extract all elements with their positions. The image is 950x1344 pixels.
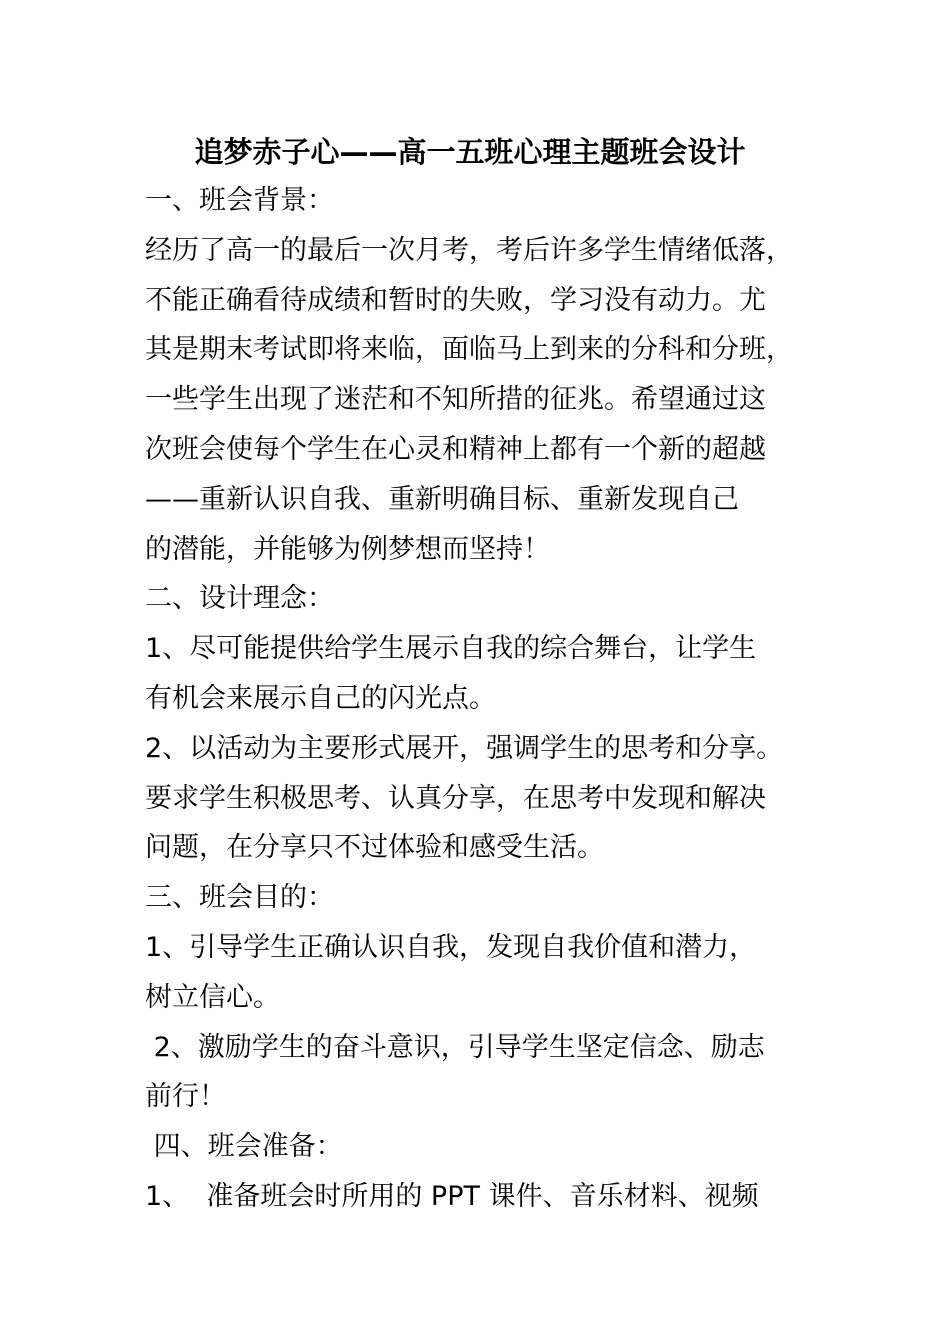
section-heading-design-concept: 二、设计理念： bbox=[145, 583, 334, 615]
list-item-line: 问题，在分享只不过体验和感受生活。 bbox=[145, 832, 604, 864]
list-item-line: 要求学生积极思考、认真分享，在思考中发现和解决 bbox=[145, 782, 766, 814]
paragraph-line: 一些学生出现了迷茫和不知所措的征兆。希望通过这 bbox=[145, 384, 766, 416]
list-item-line: 2、激励学生的奋斗意识，引导学生坚定信念、励志 bbox=[145, 1031, 765, 1063]
section-heading-preparation: 四、班会准备： bbox=[145, 1131, 343, 1163]
document-title: 追梦赤子心——高一五班心理主题班会设计 bbox=[194, 135, 746, 169]
paragraph-line: 经历了高一的最后一次月考，考后许多学生情绪低落， bbox=[145, 234, 793, 266]
list-item-line: 前行！ bbox=[145, 1081, 226, 1113]
list-item-line: 1、引导学生正确认识自我，发现自我价值和潜力， bbox=[145, 931, 757, 963]
paragraph-line: 次班会使每个学生在心灵和精神上都有一个新的超越 bbox=[145, 433, 766, 465]
document-body bbox=[145, 176, 845, 1222]
paragraph-line: 不能正确看待成绩和暂时的失败，学习没有动力。尤 bbox=[145, 284, 766, 316]
section-heading-purpose: 三、班会目的： bbox=[145, 882, 334, 914]
paragraph-line: 的潜能，并能够为例梦想而坚持！ bbox=[145, 533, 550, 565]
paragraph-line: 其是期末考试即将来临，面临马上到来的分科和分班， bbox=[145, 334, 793, 366]
list-item-line: 1、 准备班会时所用的 PPT 课件、音乐材料、视频 bbox=[145, 1180, 759, 1212]
list-item-line: 有机会来展示自己的闪光点。 bbox=[145, 682, 496, 714]
paragraph-line: ——重新认识自我、重新明确目标、重新发现自己 bbox=[145, 483, 739, 515]
section-heading-background: 一、班会背景： bbox=[145, 185, 334, 216]
list-item-line: 2、以活动为主要形式展开，强调学生的思考和分享。 bbox=[145, 732, 784, 764]
list-item-line: 1、尽可能提供给学生展示自我的综合舞台，让学生 bbox=[145, 633, 757, 665]
list-item-line: 树立信心。 bbox=[145, 981, 280, 1013]
